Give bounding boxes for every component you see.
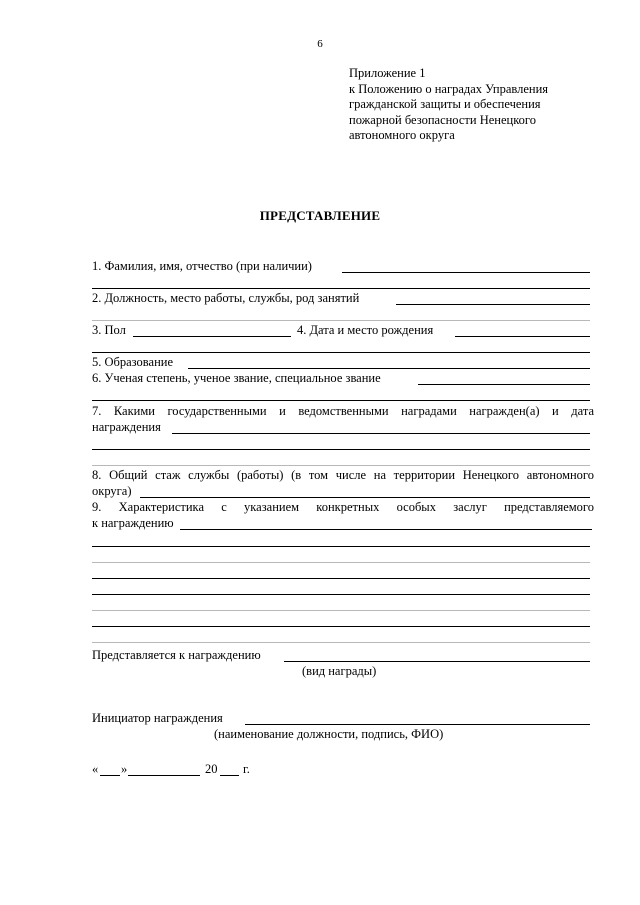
date-year-suffix: г. [243,762,250,776]
characteristics-line[interactable] [92,626,590,627]
full-name-input-line[interactable] [342,272,590,273]
field-label-awards: 7. Какими государственными и ведомственными наградами награжден(а) и дата [92,404,594,418]
awards-input-line[interactable] [172,433,590,434]
appendix-line: гражданской защиты и обеспечения [349,97,541,111]
appendix-line: Приложение 1 [349,66,426,80]
page-number: 6 [317,38,323,50]
characteristics-line[interactable] [92,578,590,579]
characteristics-line[interactable] [92,546,590,547]
characteristics-input-line[interactable] [180,529,592,530]
characteristics-line[interactable] [92,594,590,595]
award-type-input-line[interactable] [284,661,590,662]
field-label-education: 5. Образование [92,355,174,369]
field-label-service-length: 8. Общий стаж службы (работы) (в том числе на территории Ненецкого автономного [92,468,594,482]
characteristics-line[interactable] [92,642,590,643]
initiator-label: Инициатор награждения [92,711,223,725]
appendix-line: к Положению о наградах Управления [349,81,549,96]
education-input-line[interactable] [188,368,590,369]
birth-date-place-input-line[interactable] [455,336,590,337]
date-day-input-line[interactable] [100,775,120,776]
appendix-note [349,66,589,144]
field-label-characteristics-cont: к награждению [92,516,174,530]
appendix-line: пожарной безопасности Ненецкого [349,112,536,127]
position-input-line[interactable] [396,304,590,305]
date-year-input-line[interactable] [220,775,239,776]
field-label-sex: 3. Пол [92,323,126,337]
characteristics-line[interactable] [92,562,590,563]
service-length-input-line[interactable] [140,497,590,498]
awards-continuation-line[interactable] [92,465,590,466]
appendix-line: автономного округа [349,128,455,142]
field-label-academic-degree: 6. Ученая степень, ученое звание, специальное звание [92,371,381,385]
field-label-characteristics: 9. Характеристика с указанием конкретных особых заслуг представляемого [92,500,594,514]
date-close-quote: » [121,762,128,776]
initiator-input-line[interactable] [245,724,590,725]
full-name-continuation-line[interactable] [92,288,590,289]
field-label-awards-cont: награждения [92,420,161,434]
nomination-label: Представляется к награждению [92,648,261,662]
position-continuation-line[interactable] [92,320,590,321]
field-label-full-name: 1. Фамилия, имя, отчество (при наличии) [92,259,312,273]
field-label-birth-date-place: 4. Дата и место рождения [297,323,434,337]
date-month-input-line[interactable] [128,775,200,776]
date-open-quote: « [92,762,99,776]
date-year-prefix: 20 [205,762,218,776]
birth-continuation-line[interactable] [92,352,590,353]
academic-degree-input-line[interactable] [418,384,590,385]
field-label-service-length-cont: округа) [92,484,132,498]
awards-continuation-line[interactable] [92,449,590,450]
academic-degree-continuation-line[interactable] [92,400,590,401]
characteristics-line[interactable] [92,610,590,611]
form-title: ПРЕДСТАВЛЕНИЕ [259,208,381,223]
initiator-caption: (наименование должности, подпись, ФИО) [214,727,444,741]
field-label-position: 2. Должность, место работы, службы, род занятий [92,291,360,305]
sex-input-line[interactable] [133,336,291,337]
award-type-caption: (вид награды) [302,664,377,678]
